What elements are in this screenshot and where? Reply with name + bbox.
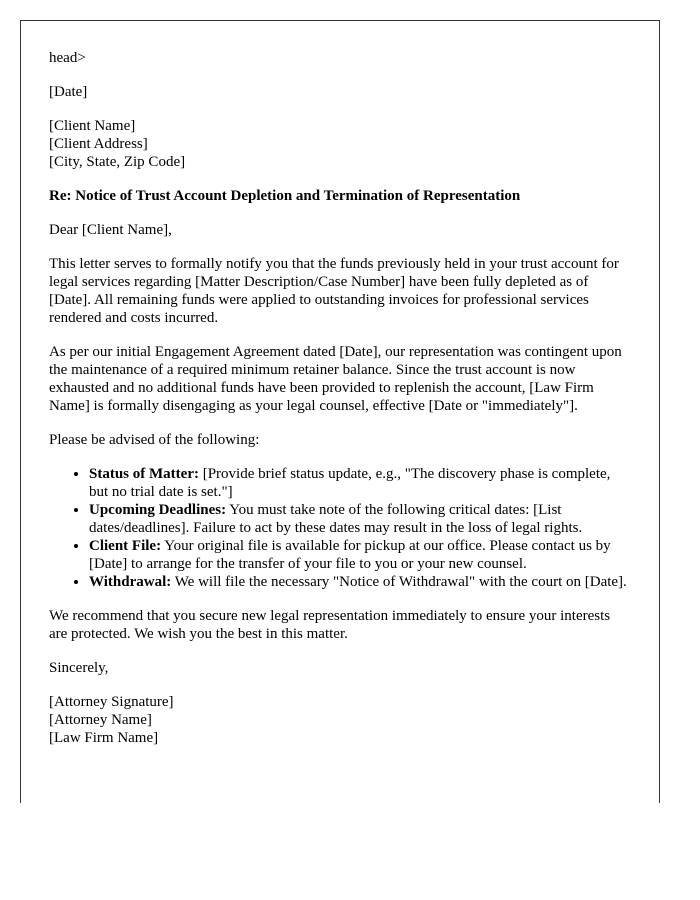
closing-paragraph: We recommend that you secure new legal representation immediately to ensure your interests are protected. We wish you the best in this matter. <box>49 608 611 642</box>
recipient-name: [Client Name] <box>49 118 136 134</box>
letter-date: [Date] <box>49 84 88 100</box>
subject-text: Re: Notice of Trust Account Depletion and Termination of Representation <box>49 188 521 204</box>
attorney-signature: [Attorney Signature] <box>49 694 174 710</box>
list-item <box>89 573 631 591</box>
recipient-street: [Client Address] <box>49 136 148 152</box>
item-label: Upcoming Deadlines: <box>89 502 227 518</box>
item-text: You must take note of the following critical dates: [List dates/deadlines]. Failure to act by these dates may result in the loss of legal rights. <box>89 502 583 536</box>
item-label: Client File: <box>89 538 162 554</box>
item-label: Status of Matter: <box>89 466 199 482</box>
item-text: We will file the necessary "Notice of Withdrawal" with the court on [Date]. <box>171 574 627 590</box>
item-text: Your original file is available for pickup at our office. Please contact us by [Date] to arrange for the transfer of your file to you or your new counsel. <box>89 538 611 572</box>
letter-page <box>20 20 660 803</box>
attorney-name: [Attorney Name] <box>49 712 152 728</box>
signoff: Sincerely, <box>49 660 109 676</box>
paragraph-advisory: Please be advised of the following: <box>49 432 260 448</box>
recipient-address <box>49 117 631 171</box>
law-firm-name: [Law Firm Name] <box>49 730 159 746</box>
list-item <box>89 501 631 537</box>
subject-line <box>49 187 631 205</box>
signature-block <box>49 693 631 747</box>
list-item <box>89 537 631 573</box>
paragraph-notice: This letter serves to formally notify you that the funds previously held in your trust account for legal services regarding [Matter Description/Case Number] have been fully depleted as of [Date]. All remaining funds were applied to outstanding invoices for professional services rendered and costs incurred. <box>49 256 619 326</box>
item-label: Withdrawal: <box>89 574 172 590</box>
recipient-city: [City, State, Zip Code] <box>49 154 186 170</box>
salutation: Dear [Client Name], <box>49 222 172 238</box>
advisory-list <box>49 465 631 591</box>
paragraph-disengagement: As per our initial Engagement Agreement dated [Date], our representation was contingent upon the maintenance of a required minimum retainer balance. Since the trust account is now exhausted and no additional funds have been provided to replenish the account, [Law Firm Name] is formally disengaging as your legal counsel, effective [Date or "immediately"]. <box>49 344 622 414</box>
stray-tag-text: head> <box>49 50 86 66</box>
list-item <box>89 465 631 501</box>
item-text: [Provide brief status update, e.g., "The discovery phase is complete, but no trial date is set."] <box>89 466 611 500</box>
